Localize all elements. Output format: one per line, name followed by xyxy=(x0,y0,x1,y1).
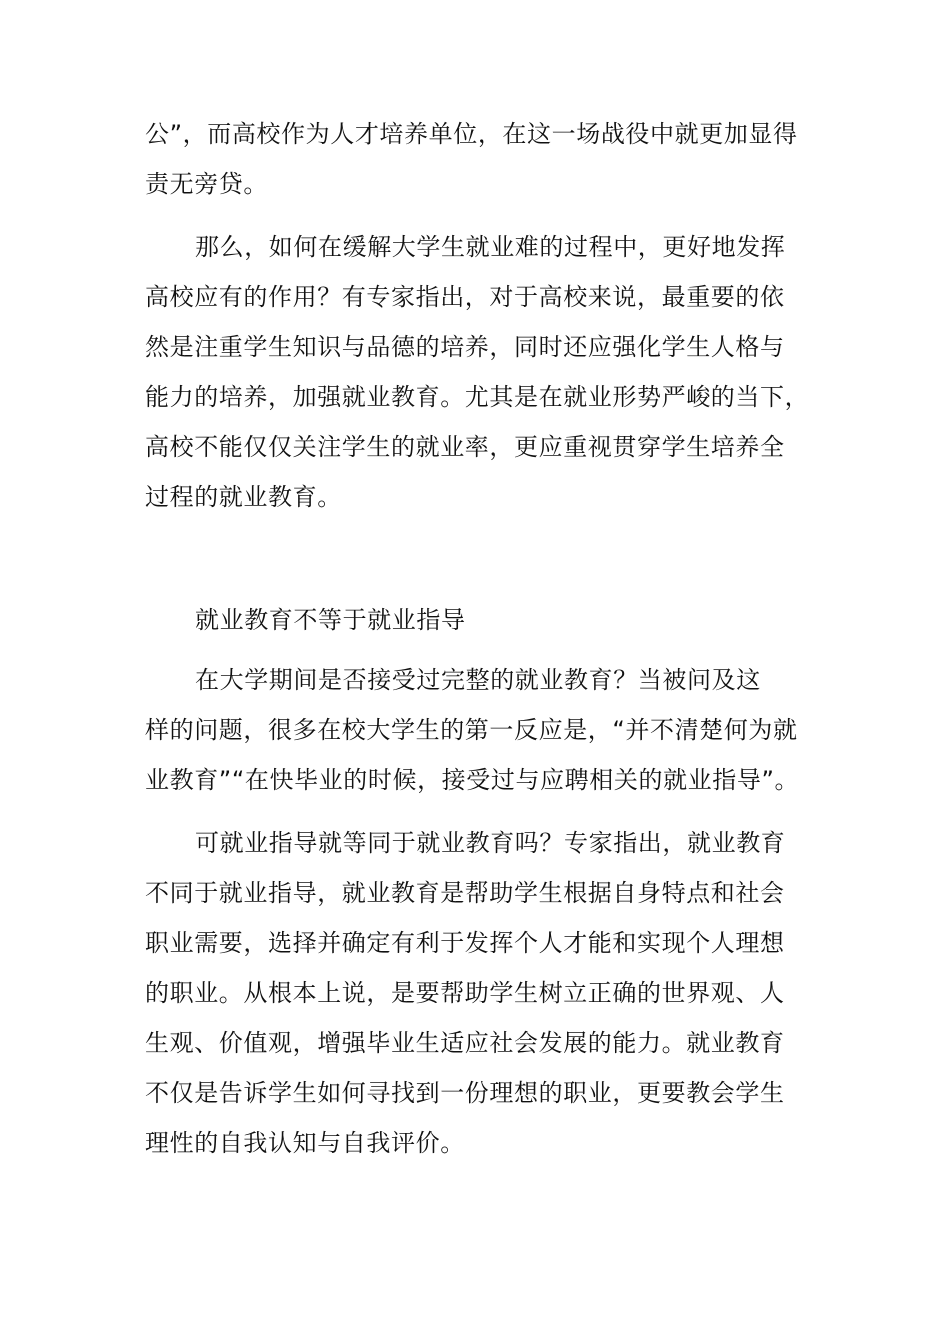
paragraph-line: 在大学期间是否接受过完整的就业教育？当被问及这 xyxy=(195,666,761,694)
paragraph-line: 然是注重学生知识与品德的培养，同时还应强化学生人格与 xyxy=(145,333,785,361)
paragraph-line: 公”，而高校作为人才培养单位，在这一场战役中就更加显得 xyxy=(145,120,798,148)
paragraph-line: 不同于就业指导，就业教育是帮助学生根据自身特点和社会 xyxy=(145,879,785,907)
paragraph-line: 那么，如何在缓解大学生就业难的过程中，更好地发挥 xyxy=(195,233,786,261)
paragraph-line: 理性的自我认知与自我评价。 xyxy=(145,1129,465,1157)
paragraph-line: 高校不能仅仅关注学生的就业率，更应重视贯穿学生培养全 xyxy=(145,433,785,461)
paragraph-line: 能力的培养，加强就业教育。尤其是在就业形势严峻的当下， xyxy=(145,383,810,411)
paragraph-line: 过程的就业教育。 xyxy=(145,483,342,511)
paragraph-line: 高校应有的作用？有专家指出，对于高校来说，最重要的依 xyxy=(145,283,785,311)
section-heading: 就业教育不等于就业指导 xyxy=(195,606,466,634)
paragraph-line: 职业需要，选择并确定有利于发挥个人才能和实现个人理想 xyxy=(145,929,785,957)
paragraph-line: 样的问题，很多在校大学生的第一反应是，“并不清楚何为就 xyxy=(145,716,798,744)
paragraph-line: 业教育”“在快毕业的时候，接受过与应聘相关的就业指导”。 xyxy=(145,766,800,794)
paragraph-line: 责无旁贷。 xyxy=(145,170,268,198)
paragraph-line: 可就业指导就等同于就业教育吗？专家指出，就业教育 xyxy=(195,829,786,857)
paragraph-line: 不仅是告诉学生如何寻找到一份理想的职业，更要教会学生 xyxy=(145,1079,785,1107)
paragraph-line: 的职业。从根本上说，是要帮助学生树立正确的世界观、人 xyxy=(145,979,785,1007)
paragraph-line: 生观、价值观，增强毕业生适应社会发展的能力。就业教育 xyxy=(145,1029,785,1057)
